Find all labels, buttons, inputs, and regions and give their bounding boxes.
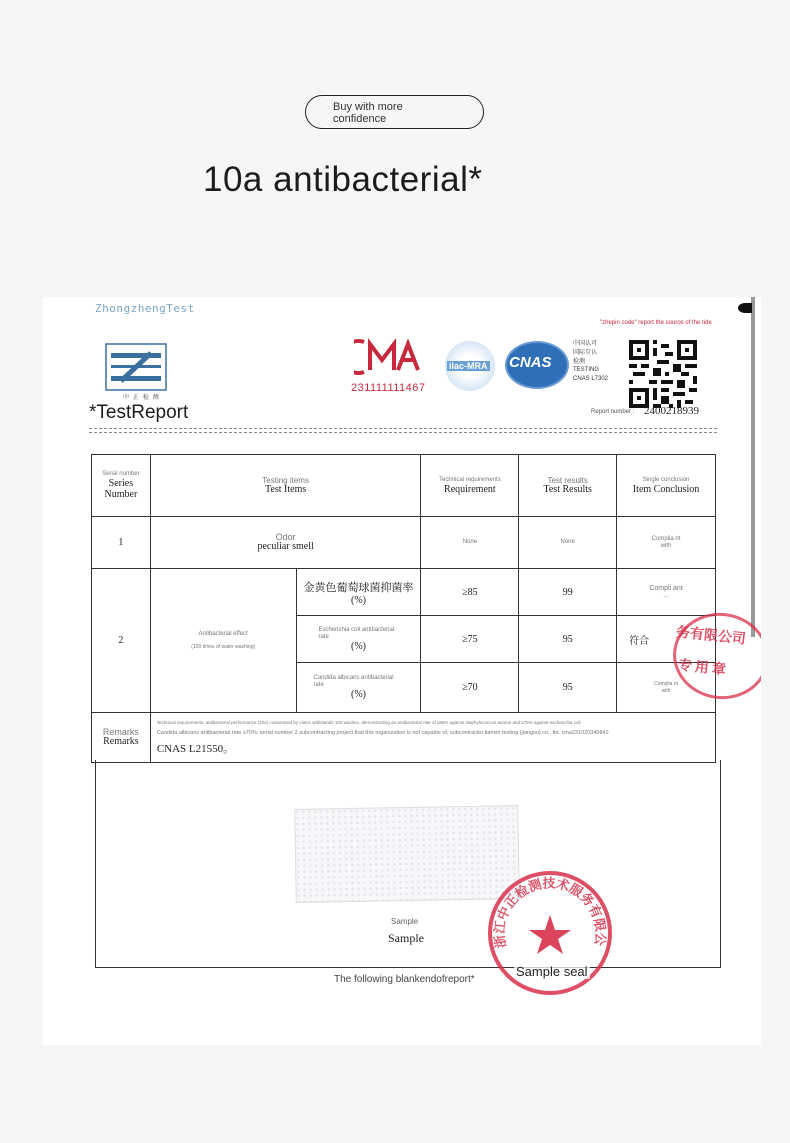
scan-edge-marker [738, 303, 752, 313]
divider [89, 428, 717, 429]
row2-serial: 2 [92, 569, 151, 713]
col-results-header: Test results Test Results [519, 455, 617, 517]
company-seal-arc-text: 浙江中正检测技术服务有限公 [492, 876, 608, 949]
ilac-mra-label: ilac-MRA [449, 361, 488, 371]
col-conclusion-header: Single conclusion Item Conclusion [617, 455, 716, 517]
row2-sub1-result: 99 [519, 569, 617, 616]
cma-code: 231111111467 [351, 382, 426, 394]
row2-sub2-result: 95 [519, 616, 617, 663]
row2-sub1-conclusion: Compli ant ... [617, 569, 716, 616]
scan-edge [751, 297, 755, 637]
qr-note: "zhepin code" report the source of the tide [600, 320, 712, 326]
conclusion-seal-sub: 专用章 [677, 657, 730, 679]
report-number: 2400218939 [644, 405, 699, 417]
row1-result: None [519, 517, 617, 569]
col-items-header: Testing items Test Items [150, 455, 421, 517]
remarks-label: Remarks Remarks [92, 713, 151, 763]
page-headline: 10a antibacterial* [203, 160, 483, 199]
remarks-row [92, 713, 716, 763]
row2-sub3-requirement: ≥70 [421, 663, 519, 713]
row2-sub2-conclusion: 符合 [617, 616, 716, 663]
conclusion-seal-text: 务有限公司 [675, 624, 747, 648]
row1-conclusion: Complia nt with [617, 517, 716, 569]
confidence-badge-text: Buy with more confidence [333, 101, 403, 125]
col-requirement-header: Technical requirements Requirement [421, 455, 519, 517]
row1-serial: 1 [92, 517, 151, 569]
row2-sub3-item: Candida albicans antibacterial rate (%) [296, 663, 421, 713]
divider [89, 432, 717, 433]
sample-seal-label: Sample seal [516, 964, 588, 979]
table-header-row [92, 455, 716, 517]
row1-requirement: None [421, 517, 519, 569]
qr-code [629, 340, 697, 413]
company-seal [484, 867, 616, 999]
row2-group: Antibacterial effect (100 times of water washing) [150, 569, 296, 713]
row2-sub2-requirement: ≥75 [421, 616, 519, 663]
col-serial-header: Serial number Series Number [92, 455, 151, 517]
row2-sub1-requirement: ≥85 [421, 569, 519, 616]
row2-sub3-result: 95 [519, 663, 617, 713]
sample-caption-small: Sample [391, 917, 419, 926]
table-row [92, 569, 716, 616]
cma-logo [354, 338, 422, 381]
table-row [92, 517, 716, 569]
row2-sub2-item: Escherichia coli antibacterial rate (%) [296, 616, 421, 663]
lab-name: ZhongzhengTest [95, 302, 195, 315]
cnas-logo-text: CNAS [509, 354, 552, 371]
lab-logo [105, 343, 167, 396]
confidence-badge [305, 95, 484, 129]
end-of-report-note: The following blankendofreport* [334, 974, 475, 985]
test-report-document [43, 297, 761, 1045]
sample-caption: Sample [388, 931, 424, 945]
report-title: *TestReport [89, 402, 189, 423]
row2-sub1-item: 金黄色葡萄球菌抑菌率 (%) [296, 569, 421, 616]
test-results-table [91, 454, 716, 763]
lab-logo-caption: 中 正 检 测 [123, 394, 160, 401]
row2-sub3-conclusion: Complia nt with [617, 663, 716, 713]
report-number-label: Report number : [591, 409, 635, 415]
row1-item: Odor peculiar smell [150, 517, 421, 569]
cnas-accreditation: 中国认可 国际互认 检测 TESTING CNAS L7302 [573, 340, 609, 382]
remarks-content: Technical requirements: antibacterial performance (10a) customized by client: withstands 100 washes, demonstrating an antibacterial rate of ≥85% against staphylococcus aureus and ≥75% against escherichia coli Candida albicans antibacterial rate ≥70%; serial number 2 subcontracting project that this organization is not capable of, subcontractor lianxin testing (jiangsu) co., ltd. cma231020340842 CNAS L21550。 [150, 713, 715, 763]
